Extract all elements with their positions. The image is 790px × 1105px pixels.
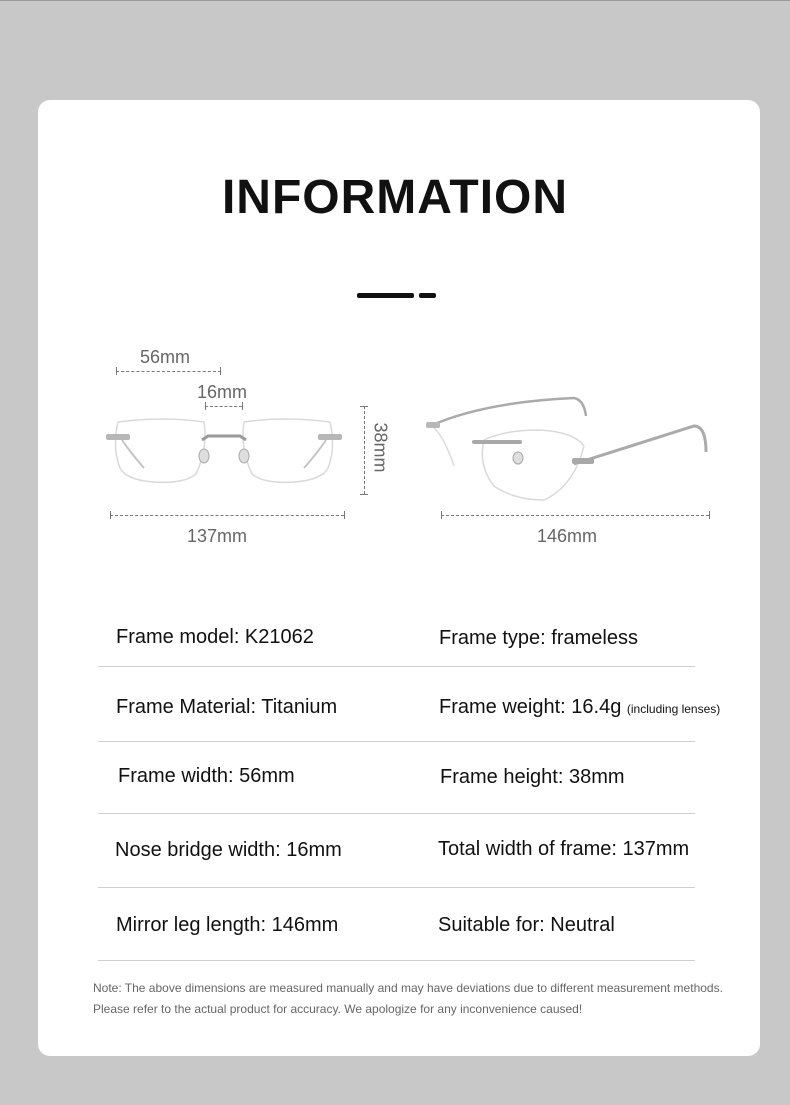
height-line bbox=[364, 406, 365, 494]
spec-left: Mirror leg length: 146mm bbox=[116, 914, 339, 936]
spec-right-text: Frame weight: 16.4g bbox=[439, 696, 622, 718]
spec-divider bbox=[98, 666, 695, 667]
title-underline-short bbox=[419, 293, 436, 298]
spec-left: Frame model: K21062 bbox=[116, 626, 314, 648]
note-line-1: Note: The above dimensions are measured manually and may have deviations due to different measurement methods. bbox=[93, 981, 723, 995]
spec-right: Frame type: frameless bbox=[439, 627, 638, 649]
spec-right-note: (including lenses) bbox=[626, 702, 721, 716]
spec-divider bbox=[98, 960, 695, 961]
spec-divider bbox=[98, 741, 695, 742]
dim-tick bbox=[360, 406, 368, 407]
dim-tick bbox=[110, 511, 111, 519]
spec-divider bbox=[98, 887, 695, 888]
top-border bbox=[0, 0, 790, 1]
spec-left: Nose bridge width: 16mm bbox=[115, 839, 342, 861]
dim-tick bbox=[116, 367, 117, 375]
lens-width-label: 56mm bbox=[140, 347, 191, 367]
front-glasses-image bbox=[104, 412, 344, 492]
side-glasses-image bbox=[424, 396, 714, 502]
note-line-2: Please refer to the actual product for accuracy. We apologize for any inconvenience caused! bbox=[93, 1002, 583, 1016]
title-underline-long bbox=[357, 293, 414, 298]
dim-tick bbox=[242, 402, 243, 410]
height-label: 38mm bbox=[370, 422, 391, 473]
dim-tick bbox=[360, 494, 368, 495]
spec-right: Total width of frame: 137mm bbox=[438, 838, 690, 860]
spec-left: Frame width: 56mm bbox=[118, 765, 295, 787]
spec-left: Frame Material: Titanium bbox=[116, 696, 338, 718]
bridge-line bbox=[205, 406, 242, 407]
page-title: INFORMATION bbox=[221, 171, 569, 224]
spec-divider bbox=[98, 813, 695, 814]
spec-right bbox=[439, 696, 720, 719]
dim-tick bbox=[205, 402, 206, 410]
dim-tick bbox=[220, 367, 221, 375]
leg-length-label: 146mm bbox=[537, 526, 598, 546]
total-width-label: 137mm bbox=[187, 526, 248, 546]
dim-tick bbox=[441, 511, 442, 519]
dim-tick bbox=[344, 511, 345, 519]
leg-length-line bbox=[441, 515, 709, 516]
total-width-line bbox=[110, 515, 344, 516]
bridge-label: 16mm bbox=[197, 382, 248, 402]
spec-right: Suitable for: Neutral bbox=[438, 914, 615, 936]
spec-right: Frame height: 38mm bbox=[440, 766, 625, 788]
info-card bbox=[38, 100, 760, 1056]
lens-width-line bbox=[116, 371, 221, 372]
dim-tick bbox=[709, 511, 710, 519]
